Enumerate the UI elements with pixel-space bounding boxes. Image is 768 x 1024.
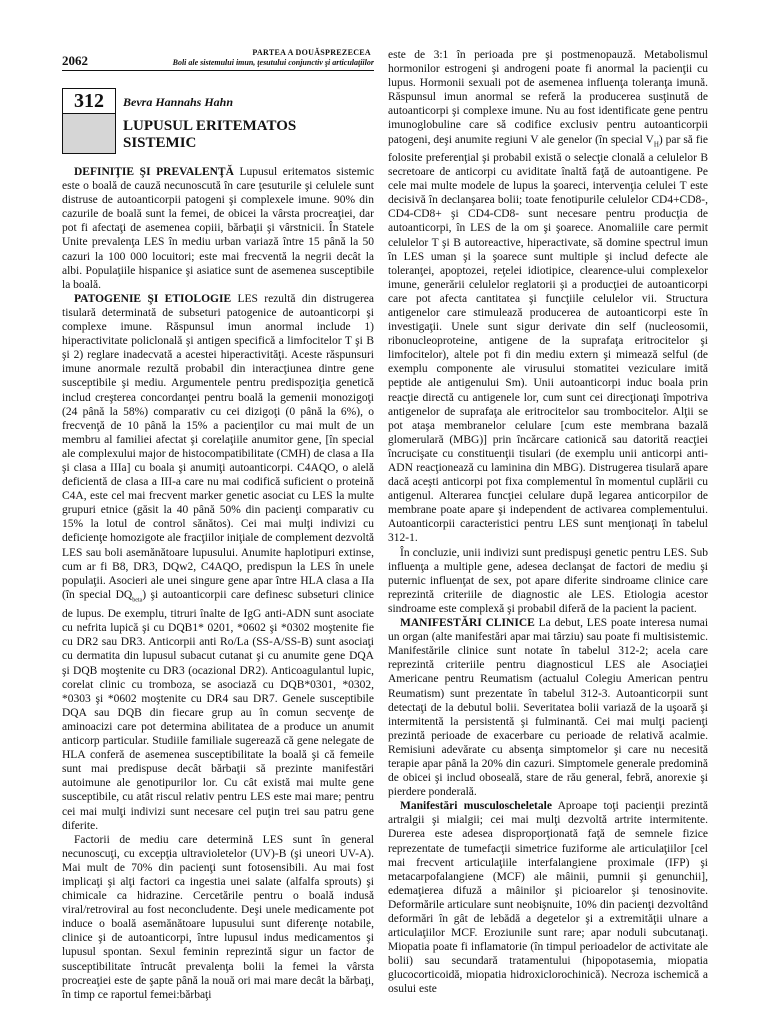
environment-text: Factorii de mediu care determină LES sunt în general necunoscuţi, cu excepţia ultravioletelor (UV)-B (şi uneori UV-A). Mai mult de 70% din pacienţi sunt fotosensibili. Au mai fost implicaţi şi alţi factori ca ingestia unei salate (alfalfa sprouts) şi chimicale ca hidrazine. Cercetările pentru o boală indusă viral/retroviral au fost neconcludente. Deşi unele medicamente pot induce o boală asemănătoare lupusului sunt diferenţe notabile, clinice şi de autoanticorpi, între lupusul indus medicamentos şi lupusul spontan. Sexul feminin reprezintă sigur un factor de susceptibilitate întrucât prevalenţa bolii la femei la vârsta procreaţiei este de şapte până la nouă ori mai mare decât la bărbaţi, în timp ce raportul femei:bărbaţi (62, 833, 374, 1001)
pathogenesis-paragraph (62, 292, 374, 833)
conclusion-text: În concluzie, unii indivizi sunt predispuşi genetic pentru LES. Sub influenţa a multiple gene, adesea declanşat de factori de mediu şi puternic influenţat de sex, pot apare diferite sindroame clinice care reprezintă criteriile de diagnostic ale LES. Etiologia acestor sindroame este complexă şi probabil diferă de la pacient la pacient. (388, 546, 708, 615)
chapter-number-box (62, 88, 116, 154)
part-title: PARTEA A DOUĂSPREZECEA (252, 48, 371, 57)
environment-text-cont: este de 3:1 în perioada pre şi postmenopauză. Metabolismul hormonilor estrogeni şi androgeni poate fi anormal la pacienţii cu lupus. Hormonii sexuali pot de asemenea influenţa toleranţa imună. Răspunsul imun anormal se referă la producerea susţinută de autoanticorpi şi complexe imune. Nu au fost identificate gene pentru imunoglobuline care să codifice exclusiv pentru autoanticorpii patogeni, deşi anumite regiuni V ale genelor (în special V (388, 49, 708, 146)
clinical-text: La debut, LES poate interesa numai un organ (alte manifestări apar mai târziu) sau poate fi multisistemic. Manifestările clinice sunt notate în tabelul 312-2; acela care reprezintă criteriile pentru diagnosticul LES ale Asociaţiei Americane pentru Reumatism (actualul Colegiu American pentru Reumatism) sunt prezentate în tabelul 312-3. Autoanticorpii sunt detectaţi de la debutul bolii. Severitatea bolii variază de la uşoară şi intermitentă la persistentă şi fulminantă. Cei mai mulţi pacienţi prezintă perioade de exacerbare cu perioade de relativă acalmie. Remisiuni adevărate cu absenţa simptomelor şi care nu necesită terapie apar până la 20% din cazuri. Simptomele generale predomină de obicei şi includ oboseală, stare de rău general, febră, anorexie şi pierdere ponderală. (388, 617, 709, 799)
musculoskeletal-paragraph (388, 799, 708, 996)
environment-text-cont-2: ) par să fie folosite preferenţial şi probabil există o selecţie clonală a celulelor B secretoare de anticorpi cu aviditate înaltă faţă de autoantigene. Pe cele mai multe modele de lupus la şoareci, intervenţia celulei T este decisivă în declanşarea bolii; toate fenotipurile celulelor CD4+CD8-, CD4-CD8+ şi CD4-CD8- sunt necesare pentru producţia de autoanticorpi, în LES de la om şi şoarece. Anomaliile care permit celulelor T şi B autoreactive, hiperactivate, să domine spectrul imun în LES uman şi la şoarece sunt multiple şi includ defecte ale toleranţei, apoptozei, reţelei idiotipice, clearence-ului complexelor imune, generării celulelor reglatorii şi a producţiei de autoanticorpi care pot afecta cantitatea şi funcţiile celulelor vii. Structura antigenelor care stimulează producerea de autoanticorpi este în investigaţii. Unele sunt sigur derivate din self (nucleosomii, ribonucleoproteine, antigene de la suprafaţa eritrocitelor şi limfocitelor), altele pot fi din mediu extern şi mimează selful (de exemplu componente ale virusului stomatitei veziculare imită peptide ale antigenului Sm). Unii autoanticorpi induc boala prin reacţie directă cu antigenele lor, cum sunt cei direcţionaţi împotriva antigenelor de suprafaţa ale eritrocitelor sau trombocitelor. Alţii se pot ataşa membranelor celulare [cum este membrana bazală glomerulară (MBG)] prin încărcare cationică sau datorită reacţiei încrucişate cu constituenţii tisulari (de exemplu unii anticorpi anti-ADN reacţionează cu laminina din MBG). Distrugerea tisulară apare dacă aceşti anticorpi pot fixa complementul în momentul cuplării cu antigenul. Alterarea funcţiei celulare după legarea anticorpilor de membrane poate apare şi independent de activarea complementului. Autoanticorpii caracteristici pentru LES sunt menţionaţi în tabelul 312-1. (388, 133, 708, 545)
clinical-paragraph (388, 616, 708, 799)
environment-paragraph (62, 833, 374, 1002)
chapter-title (123, 118, 296, 152)
right-column (388, 48, 708, 997)
environment-subscript: H (653, 139, 659, 148)
header-rule (62, 70, 374, 71)
pathogenesis-subscript: beta (132, 597, 143, 604)
clinical-heading: MANIFESTĂRI CLINICE (400, 617, 535, 630)
definition-text: Lupusul eritematos sistemic este o boală de cauză necunoscută în care ţesuturile şi celulele sunt distruse de autoanticorpii patogeni şi complexele imune. 90% din cazurile de boală sunt la femei, de obicei la vârsta procreaţiei, dar pot fi afectaţi de asemenea copiii, bărbaţii şi vârstnicii. În Statele Unite prevalenţa LES în mediu urban variază între 15 până la 50 cazuri la 100 000 locuitori; este mai frecventă la negrii decât la albi. Populaţiile hispanice şi asiatice sunt de asemenea susceptibile la boală. (62, 166, 374, 291)
section-subject: Boli ale sistemului imun, ţesutului conjunctiv şi articulaţiilor (172, 58, 374, 67)
pathogenesis-text-2: ) şi autoanticorpii care definesc subseturi clinice de lupus. De exemplu, titruri înalte de IgG anti-ADN sunt asociate cu nefrita lupică şi cu DQB1* 0201, *0602 şi *0302 moştenite fie cu DR2 sau DR3. Anticorpii anti Ro/La (SS-A/SS-B) sunt asociaţi cu dermatita din lupusul subacut cutanat şi cu anumite gene DQA şi DQB moştenite cu DR3 (ocazional DR2). Anticoagulantul lupic, corelat clinic cu tromboza, se asociază cu DQB*0301, *0302, *0303 şi *0602 moştenite cu DR4 sau DR7. Genele susceptibile DQA sau DQB din fiecare grup au în comun secvenţe de aminoacizi care pot determina abilitatea de a produce un anumit anticorp particular. Studiile familiale sugerează că gene nelegate de HLA conferă de asemenea susceptibilitate la boală şi că femeile sunt mai predispuse decât bărbaţii să prezinte manifestări autoimune ale genotipurilor lor. Cu cât există mai multe gene susceptibile, cu atât riscul relativ pentru LES este mai mare; pentru cei mai mulţi indivizi sunt necesare cel puţin trei sau patru gene diferite. (62, 588, 374, 832)
chapter-author: Bevra Hannahs Hahn (123, 95, 234, 109)
definition-heading: DEFINIŢIE ŞI PREVALENŢĂ (74, 166, 234, 178)
environment-paragraph-cont (388, 48, 708, 546)
pathogenesis-heading: PATOGENIE ŞI ETIOLOGIE (74, 292, 232, 305)
pathogenesis-text: LES rezultă din distrugerea tisulară determinată de subseturi patogenice de autoanticorpi şi complexe imune. Răspunsul imun anormal include 1) hiperactivitate policlonală şi antigen specifică a limfocitelor T şi B şi 2) reglare inadecvată a acestei hiperactivităţi. Aceste răspunsuri imune anormale rezultă probabil din interacţiunea dintre gene susceptibile şi mediu. Argumentele pentru predispoziţia genetică includ creşterea concordanţei pentru boală la gemenii monozigoţi (24 până la 58%) comparativ cu cei dizigoţi (0 până la 6%), o frecvenţă de 10 până la 15% a pacienţilor cu mai mult de un membru al familiei afectat şi corelaţiile anumitor gene, [în special ale complexului major de histocompatibilitate (CMH) de clasa a IIa şi clasa a IIIa] cu boala şi anumiţi autoanticorpi. C4AQO, o alelă deficientă de clasa a III-a care nu mai codifică suficient o proteină C4A, este cel mai frecvent marker genetic asociat cu LES la multe grupuri etnice (găsit la 40 până 50% din pacienţi comparativ cu 15% la lotul de control sănătos). Cei mai mulţi indivizi cu deficienţe homozigote ale fracţiilor iniţiale de complement dezvoltă LES sau boli asemănătoare lupusului. Anumite haplotipuri extinse, cum ar fi B8, DR3, DQw2, C4AQO, predispun la LES în unele populaţii. Asocieri ale unei singure gene apar între HLA clasa a IIa (în special DQ (62, 292, 375, 601)
page-number: 2062 (62, 53, 88, 68)
definition-paragraph (62, 165, 374, 292)
musculoskeletal-heading: Manifestări musculoscheletale (400, 800, 552, 813)
musculoskeletal-text: Aproape toţi pacienţii prezintă artralgii şi mialgii; cei mai mulţi dezvoltă artrite intermitente. Durerea este adesea disproporţionată faţă de semnele fizice reprezentate de tumefacţii simetrice fuziforme ale articulaţiilor [cel mai frecvent articulaţiile interfalangiene proximale (IFP) şi metacarpofalangiene (MCF) ale mâinii, pumnii şi genunchii], edemaţierea difuză a mâinilor şi picioarelor şi tenosinovite. Deformările articulare sunt neobişnuite, 10% din pacienţi dezvoltând deformări în gât de lebădă a degetelor şi a extremităţii ulnare a articulaţiilor MCF. Eroziunile sunt rare; apar noduli subcutanaţi. Miopatia poate fi inflamatorie (în timpul perioadelor de activitate ale bolii) sau secundară tratamentului (hipopotasemia, miopatia glucocorticoidă, miopatia hidroxiclorochinică). Necroza ischemică a osului este (388, 800, 708, 996)
chapter-title-line1: LUPUSUL ERITEMATOS (123, 118, 297, 134)
conclusion-paragraph (388, 546, 708, 616)
chapter-title-line2: SISTEMIC (123, 135, 197, 151)
left-column (62, 165, 374, 1002)
chapter-number: 312 (63, 89, 115, 114)
